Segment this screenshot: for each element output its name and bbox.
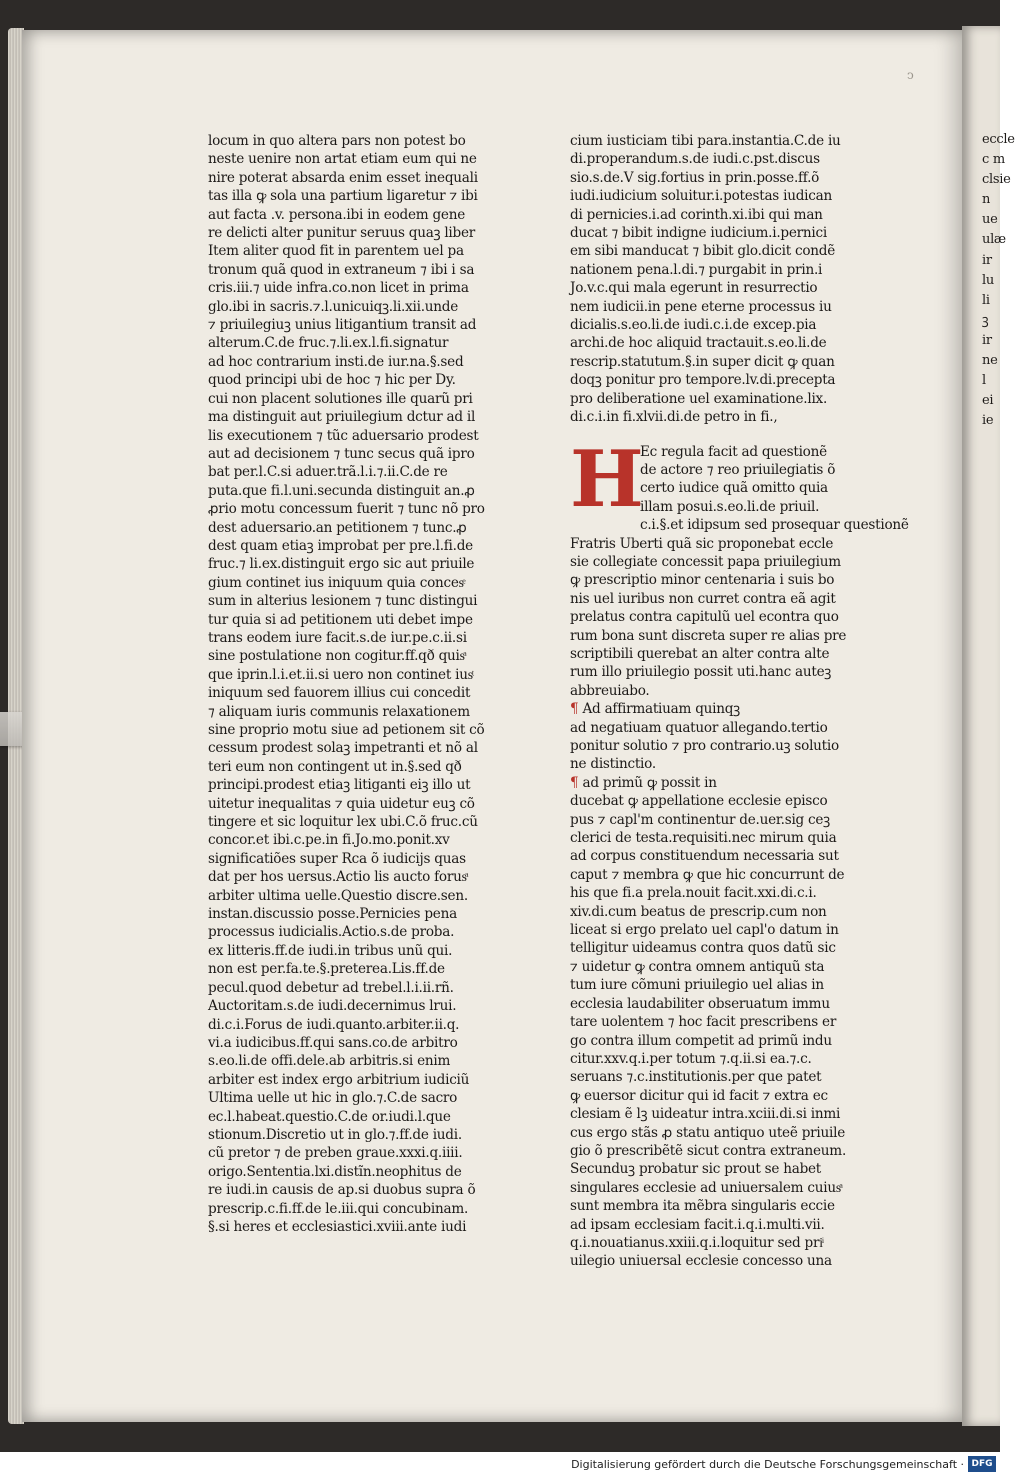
text-line: cui non placent solutiones ille quarũ pri [208, 390, 473, 407]
text-line: ⁊ priuilegiuꝫ unius litigantium transit ad [208, 317, 477, 334]
text-line: uitetur inequalitas ⁊ quia uidetur euꝫ cõ [208, 795, 475, 812]
text-line: pecul.quod debetur ad trebel.l.i.ii.rñ. [208, 979, 454, 996]
text-line: ⁊ aliquam iuris communis relaxationem [208, 703, 470, 720]
text-line: ꝓrio motu concessum fuerit ⁊ tunc nõ pro [208, 501, 485, 518]
text-line: rescrip.statutum.§.in super dicit ꝙ quan [570, 353, 835, 370]
text-line: ⁊ uidetur ꝙ contra omnem antiquũ sta [570, 958, 825, 975]
text-line: Fratris Uberti quã sic proponebat eccle [570, 535, 834, 552]
facing-text-fragment: ie [982, 413, 994, 429]
paragraph-mark: ¶ [570, 774, 583, 791]
paragraph-mark: ¶ [570, 701, 583, 718]
text-line: citur.xxv.q.i.per totum ⁊.q.ii.si ea.⁊.c. [570, 1050, 812, 1067]
text-line: uilegio uniuersal ecclesie concesso una [570, 1253, 832, 1270]
text-line: ¶ Ad affirmatiuam quinqꝫ [570, 701, 740, 718]
facing-page-edge [962, 26, 1015, 1426]
facing-text-fragment: clsie [982, 172, 1011, 188]
dfg-logo: DFG [968, 1456, 996, 1472]
text-line: ducebat ꝙ appellatione ecclesie episco [570, 793, 828, 810]
text-line: cũ pretor ⁊ de preben graue.xxxi.q.iiii. [208, 1145, 463, 1162]
text-line: tingere et sic loquitur lex ubi.C.õ fruc.cũ [208, 814, 478, 831]
facing-text-fragment: l [982, 373, 986, 389]
folio-mark: ↄ [907, 68, 914, 82]
text-line: teri eum non contingent ut in.§.sed qð [208, 758, 462, 775]
text-line: Secunduꝫ probatur sic prout se habet [570, 1161, 822, 1178]
text-line: vi.a iudicibus.ff.qui sans.co.de arbitro [208, 1034, 458, 1051]
text-line: xiv.di.cum beatus de prescrip.cum non [570, 903, 827, 920]
facing-text-fragment: ulæ [982, 232, 1006, 248]
text-line: gio õ prescribẽtẽ sicut contra extraneum. [570, 1142, 847, 1159]
text-line: instan.discussio posse.Pernicies pena [208, 906, 457, 923]
text-line: nis uel iuribus non curret contra eã agit [570, 590, 836, 607]
text-line: doqꝫ ponitur pro tempore.lv.di.precepta [570, 372, 836, 389]
rubricated-initial: H [570, 433, 644, 525]
text-line: ponitur solutio ⁊ pro contrario.uꝫ solutio [570, 738, 839, 754]
text-line: ec.l.habeat.questio.C.de or.iudi.l.que [208, 1108, 451, 1125]
text-line: prelatus contra capitulũ uel econtra quo [570, 609, 839, 626]
text-line: ducat ⁊ bibit indigne iudicium.i.pernici [570, 225, 827, 242]
text-line: abbreuiabo. [570, 682, 650, 699]
text-line: iudi.iudicium soluitur.i.potestas iudican [570, 188, 832, 205]
text-line: locum in quo altera pars non potest bo [208, 133, 466, 149]
text-line: fruc.⁊ li.ex.distinguit ergo sic aut priuile [208, 556, 475, 573]
text-line: gium continet ius iniquum quia concesͤ [208, 574, 464, 591]
text-line: ad corpus constituendum necessaria sut [570, 848, 839, 865]
text-line: ex litteris.ff.de iudi.in tribus unũ qui. [208, 942, 453, 959]
text-line: ne distinctio. [570, 756, 656, 773]
text-line: c.i.§.et idipsum sed prosequar questionẽ [640, 517, 909, 534]
left-text-column [208, 132, 484, 1236]
text-line: §.si heres et ecclesiastici.xviii.ante iudi [208, 1218, 467, 1235]
text-line: tronum quã quod in extraneum ⁊ ibi i sa [208, 261, 475, 278]
text-line: cium iusticiam tibi para.instantia.C.de iu [570, 133, 841, 149]
text-line: telligitur uideamus contra quos datũ sic [570, 940, 836, 957]
text-line: dest aduersario.an petitionem ⁊ tunc.ꝓ [208, 519, 467, 536]
text-line: aut ad decisionem ⁊ tunc secus quã ipro [208, 445, 475, 462]
facing-text-fragment: ir [982, 332, 992, 348]
text-line: tas illa ꝙ sola una partium ligaretur ⁊ ibi [208, 188, 478, 205]
text-line: q.i.nouatianus.xxiii.q.i.loquitur sed priͥ [570, 1234, 823, 1251]
text-line: trans eodem iure facit.s.de iur.pe.c.ii.si [208, 629, 467, 646]
right-text-column [570, 132, 909, 1271]
text-line: his que fi.a prela.nouit facit.xxi.di.c.i. [570, 885, 817, 902]
text-line: arbiter est index ergo arbitrium iudiciũ [208, 1071, 470, 1088]
text-line: principi.prodest etiaꝫ litiganti eiꝫ illo ut [208, 777, 471, 794]
text-line: scriptibili querebat an alter contra alte [570, 645, 830, 662]
text-line: Ultima uelle ut hic in glo.⁊.C.de sacro [208, 1090, 458, 1107]
text-line: stionum.Discretio ut in glo.⁊.ff.de iudi. [208, 1126, 462, 1143]
text-line: liceat si ergo prelato uel capl'o datum in [570, 922, 839, 939]
text-line: ad negatiuam quatuor allegando.tertio [570, 719, 828, 736]
text-line: cris.iii.⁊ uide infra.co.non licet in prima [208, 280, 469, 297]
right-paragraph-1 [570, 132, 850, 427]
text-line: archi.de hoc aliquid tractauit.s.eo.li.de [570, 335, 827, 352]
text-line: em sibi manducat ⁊ bibit glo.dicit condẽ [570, 243, 836, 260]
text-line: puta.que fi.l.uni.secunda distinguit an.ꝓ [208, 482, 475, 499]
text-line: tum iure cõmuni priuilegio uel alias in [570, 977, 824, 994]
text-line: sio.s.de.V sig.fortius in prin.posse.ff.õ [570, 169, 820, 186]
text-line: non est per.fa.te.§.preterea.Lis.ff.de [208, 961, 445, 978]
text-line: ecclesia laudabiliter obseruatum immu [570, 995, 830, 1012]
text-line: di pernicies.i.ad corinth.xi.ibi qui man [570, 206, 823, 223]
text-line: ad ipsam ecclesiam facit.i.q.i.multi.vii. [570, 1216, 825, 1233]
facing-text-fragment: lu [982, 272, 994, 288]
text-line: clesiam ẽ lꝫ uideatur intra.xciii.di.si inmi [570, 1106, 841, 1123]
facing-text-fragment: c m [982, 152, 1005, 168]
text-line: pus ⁊ capl'm continentur de.uer.sig ceꝫ [570, 811, 830, 828]
text-line: singulares ecclesie ad uniuersalem cuiusͣ [570, 1179, 841, 1196]
text-line: concor.et ibi.c.pe.in fi.Jo.mo.ponit.xv [208, 832, 450, 849]
footer-bar [0, 1452, 1000, 1478]
text-line: origo.Sententia.lxi.distĩn.neophitus de [208, 1163, 462, 1180]
text-line: seruans ⁊.c.institutionis.per que patet [570, 1069, 822, 1086]
text-line: clerici de testa.requisiti.nec mirum quia [570, 830, 837, 847]
text-line: certo iudice quã omitto quia [640, 480, 828, 497]
text-line: sine postulatione non cogitur.ff.qð quisͣ [208, 648, 465, 665]
text-line: processus iudicialis.Actio.s.de proba. [208, 924, 455, 941]
text-line: di.c.i.in fi.xlvii.di.de petro in fi., [570, 409, 778, 426]
text-line: illam posui.s.eo.li.de priuil. [640, 498, 820, 515]
text-line: caput ⁊ membra ꝙ que hic concurrunt de [570, 866, 845, 883]
text-line: cus ergo stãs ꝓ statu antiquo uteẽ priuile [570, 1124, 845, 1141]
text-line: rum bona sunt discreta super re alias pre [570, 627, 847, 644]
text-line: nem iudicii.in pene eterne processus iu [570, 298, 832, 315]
facing-text-fragment: li [982, 292, 990, 308]
text-line: pro deliberatione uel examinatione.lix. [570, 390, 828, 407]
text-line: Auctoritam.s.de iudi.decernimus lrui. [208, 998, 457, 1015]
facing-text-fragment: ue [982, 212, 998, 228]
text-line: di.properandum.s.de iudi.c.pst.discus [570, 151, 820, 168]
text-line: ꝙ euersor dicitur qui id facit ⁊ extra ec [570, 1087, 828, 1104]
text-line: Item aliter quod fit in parentem uel pa [208, 243, 464, 260]
facing-text-fragment: ir [982, 252, 992, 268]
text-line: ma distinguit aut priuilegium dctur ad il [208, 409, 476, 426]
funding-credit: Digitalisierung gefördert durch die Deutsche Forschungsgemeinschaft · [571, 1458, 964, 1471]
text-line: sine proprio motu siue ad petionem sit cõ [208, 722, 485, 738]
text-line: ¶ ad primũ ꝙ possit in [570, 774, 717, 791]
text-line: prescrip.c.fi.ff.de le.iii.qui concubinam. [208, 1200, 469, 1217]
text-line: dat per hos uersus.Actio lis aucto forusͣ [208, 869, 467, 886]
text-line: Jo.v.c.qui mala egerunt in resurrectio [570, 280, 818, 297]
text-line: arbiter ultima uelle.Questio discre.sen. [208, 887, 468, 904]
text-line: cessum prodest solaꝫ impetranti et nõ al [208, 740, 478, 757]
text-line: dest quam etiaꝫ improbat per pre.l.fi.de [208, 537, 473, 554]
right-paragraph-2 [570, 433, 909, 1161]
text-line: ad hoc contrarium insti.de iur.na.§.sed [208, 353, 464, 370]
text-line: lis executionem ⁊ tũc aduersario prodest [208, 427, 479, 444]
facing-text-fragment: ꝫ [982, 312, 989, 328]
facing-text-fragment: eccle [982, 132, 1015, 147]
text-line: significatiões super Rca õ iudicijs quas [208, 850, 466, 867]
text-line: nire poterat absarda enim esset inequali [208, 169, 478, 186]
text-line: ꝙ prescriptio minor centenaria i suis bo [570, 572, 835, 589]
text-line: di.c.i.Forus de iudi.quanto.arbiter.ii.q. [208, 1016, 460, 1033]
facing-text-fragment: n [982, 192, 991, 208]
text-line: que iprin.l.i.et.ii.si uero non continet iusͭ [208, 666, 473, 683]
text-line: sunt membra ita mẽbra singularis eccie [570, 1198, 835, 1215]
text-line: re iudi.in causis de ap.si duobus supra õ [208, 1182, 476, 1199]
text-line: tur quia si ad petitionem uti debet impe [208, 611, 473, 628]
text-line: go contra illum competit ad primũ indu [570, 1032, 832, 1049]
facing-page-text [982, 130, 1015, 431]
text-line: bat per.l.C.si aduer.trã.l.i.⁊.ii.C.de re [208, 464, 448, 481]
text-line: Ec regula facit ad questionẽ [640, 443, 827, 460]
text-line: neste uenire non artat etiam eum qui ne [208, 151, 477, 168]
text-line: alterum.C.de fruc.⁊.li.ex.l.fi.signatur [208, 335, 449, 352]
text-line: dicialis.s.eo.li.de iudi.c.i.de excep.pia [570, 317, 817, 334]
text-line: de actore ⁊ reo priuilegiatis õ [640, 461, 836, 478]
text-line: rum illo priuilegio possit uti.hanc auteꝫ [570, 664, 832, 681]
text-line: s.eo.li.de offi.dele.ab arbitris.si enim [208, 1053, 451, 1070]
text-line: re delicti alter punitur seruus quaꝫ liber [208, 225, 476, 242]
right-paragraph-3 [570, 1160, 850, 1270]
facing-text-fragment: ei [982, 393, 994, 409]
text-line: aut facta .v. persona.ibi in eodem gene [208, 206, 466, 223]
text-line: quod principi ubi de hoc ⁊ hic per Dy. [208, 372, 456, 389]
text-line: nationem pena.l.di.⁊ purgabit in prin.i [570, 261, 823, 278]
text-line: iniquum sed fauorem illius cui concedit [208, 685, 471, 702]
text-line: glo.ibi in sacris.⁊.l.unicuiqꝫ.li.xii.unde [208, 298, 459, 315]
text-line: sie collegiate concessit papa priuilegium [570, 553, 841, 570]
facing-text-fragment: ne [982, 353, 998, 369]
text-line: tare uolentem ⁊ hoc facit prescribens er [570, 1014, 837, 1031]
text-line: sum in alterius lesionem ⁊ tunc distingui [208, 593, 478, 610]
